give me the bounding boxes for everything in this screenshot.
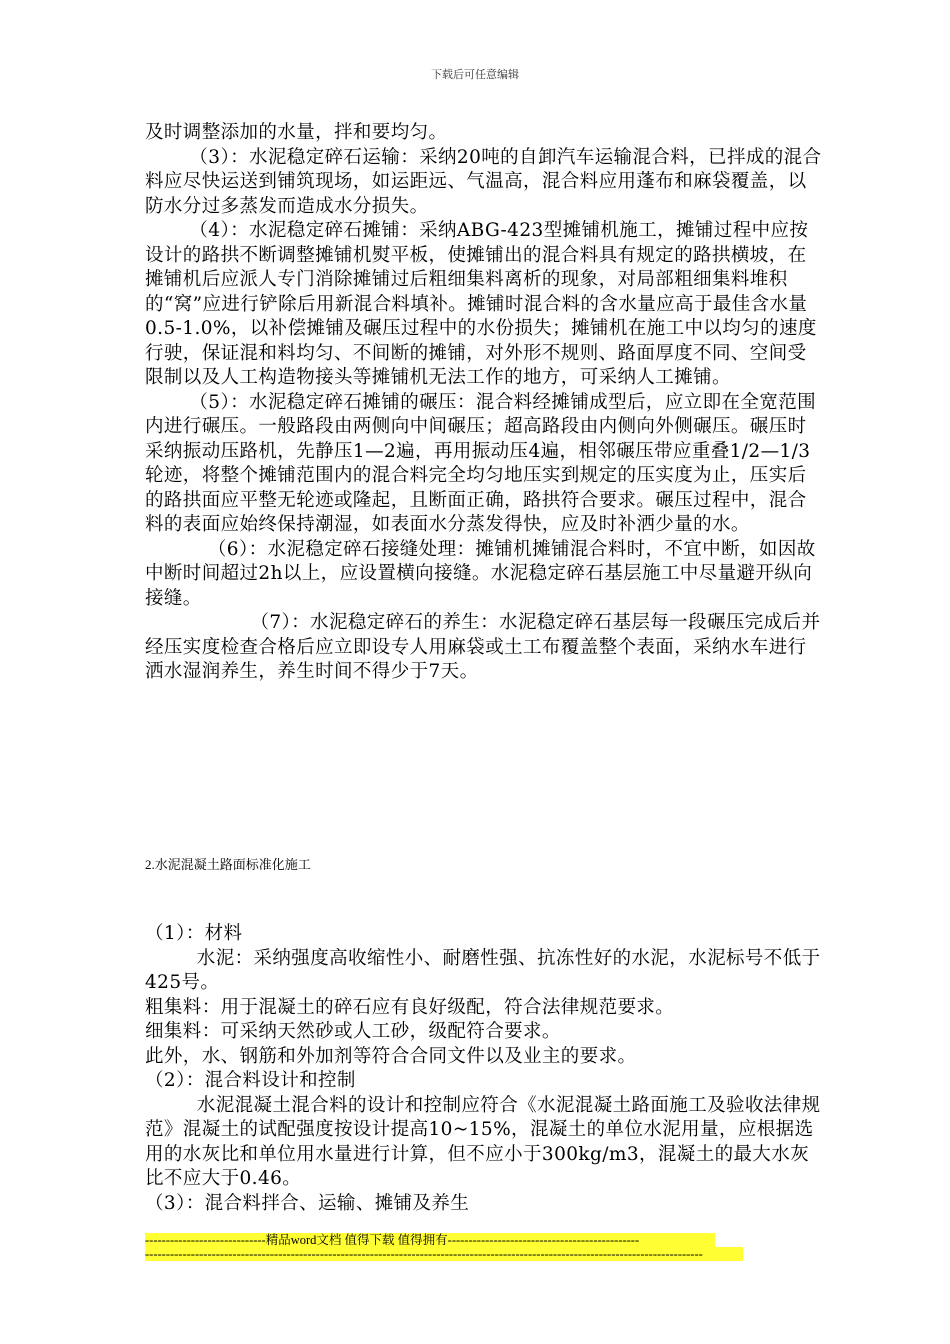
paragraph-paving: （4）：水泥稳定碎石摊铺：采纳ABG-423型摊铺机施工，摊铺过程中应按设计的路拱不断调整摊铺机熨平板，使摊铺出的混合料具有规定的路拱横坡，在摊铺机后应派人专门消除摊铺过后粗细集料离析的现象，对局部粗细集料堆积的“窝”应进行铲除后用新混合料填补。摊铺时混合料的含水量应高于最佳含水量0.5-1.0%，以补偿摊铺及碾压过程中的水份损失；摊铺机在施工中以均匀的速度行驶，保证混和料均匀、不间断的摊铺，对外形不规则、路面厚度不同、空间受限制以及人工构造物接头等摊铺机无法工作的地方，可采纳人工摊铺。 bbox=[145, 220, 817, 388]
paragraph-transport: （3）：水泥稳定碎石运输：采纳20吨的自卸汽车运输混合料，已拌成的混合料应尽快运送到铺筑现场，如运距远、气温高，混合料应用蓬布和麻袋覆盖，以防水分过多蒸发而造成水分损失。 bbox=[145, 146, 822, 217]
paragraph-joint: （6）：水泥稳定碎石接缝处理：摊铺机摊铺混合料时，不宜中断，如因故中断时间超过2h以上，应设置横向接缝。水泥稳定碎石基层施工中尽量避开纵向接缝。 bbox=[145, 538, 816, 609]
paragraph-rolling: （5）：水泥稳定碎石摊铺的碾压：混合料经摊铺成型后，应立即在全宽范围内进行碾压。一般路段由两侧向中间碾压；超高路段由内侧向外侧碾压。碾压时采纳振动压路机，先静压1—2遍，再用振动压4遍，相邻碾压带应重叠1/2—1/3轮迹，将整个摊铺范围内的混合料完全均匀地压实到规定的压实度为止，压实后的路拱面应平整无轮迹或隆起，且断面正确，路拱符合要求。碾压过程中，混合料的表面应始终保持潮湿，如表面水分蒸发得快，应及时补洒少量的水。 bbox=[145, 391, 817, 535]
heading-mixing-transport: （3）：混合料拌合、运输、摊铺及养生 bbox=[145, 1192, 470, 1214]
paragraph-curing: （7）：水泥稳定碎石的养生：水泥稳定碎石基层每一段碾压完成后并经压实度检查合格后应立即设专人用麻袋或土工布覆盖整个表面，采纳水车进行洒水湿润养生，养生时间不得少于7天。 bbox=[145, 612, 821, 682]
paragraph-water-mixing: 及时调整添加的水量，拌和要均匀。 bbox=[145, 122, 448, 143]
footer-rule: -------------------------------------------------------------------------------------------------------------------------------------- bbox=[145, 1247, 743, 1261]
heading-materials: （1）：材料 bbox=[145, 923, 243, 944]
page-header: 下载后可任意编辑 bbox=[431, 69, 519, 81]
footer-banner: -----------------------------精品word文档 值得下载 值得拥有---------------------------------------------- bbox=[145, 1233, 715, 1247]
paragraph-cement: 水泥：采纳强度高收缩性小、耐磨性强、抗冻性好的水泥，水泥标号不低于425号。 bbox=[145, 947, 821, 993]
paragraph-other-materials: 此外，水、钢筋和外加剂等符合合同文件以及业主的要求。 bbox=[145, 1045, 637, 1067]
paragraph-coarse-aggregate: 粗集料：用于混凝土的碎石应有良好级配，符合法律规范要求。 bbox=[145, 996, 675, 1018]
section-2-title: 2.水泥混凝土路面标准化施工 bbox=[145, 857, 311, 872]
section-1-body bbox=[145, 121, 825, 685]
paragraph-mix-design: 水泥混凝土混合料的设计和控制应符合《水泥混凝土路面施工及验收法律规范》混凝土的试配强度按设计提高10~15%，混凝土的单位水泥用量，应根据选用的水灰比和单位用水量进行计算，但不应小于300kg/m3，混凝土的最大水灰比不应大于0.46。 bbox=[145, 1094, 821, 1189]
heading-mix-design: （2）：混合料设计和控制 bbox=[145, 1070, 356, 1091]
section-2-body bbox=[145, 922, 825, 1216]
paragraph-fine-aggregate: 细集料：可采纳天然砂或人工砂，级配符合要求。 bbox=[145, 1021, 561, 1042]
